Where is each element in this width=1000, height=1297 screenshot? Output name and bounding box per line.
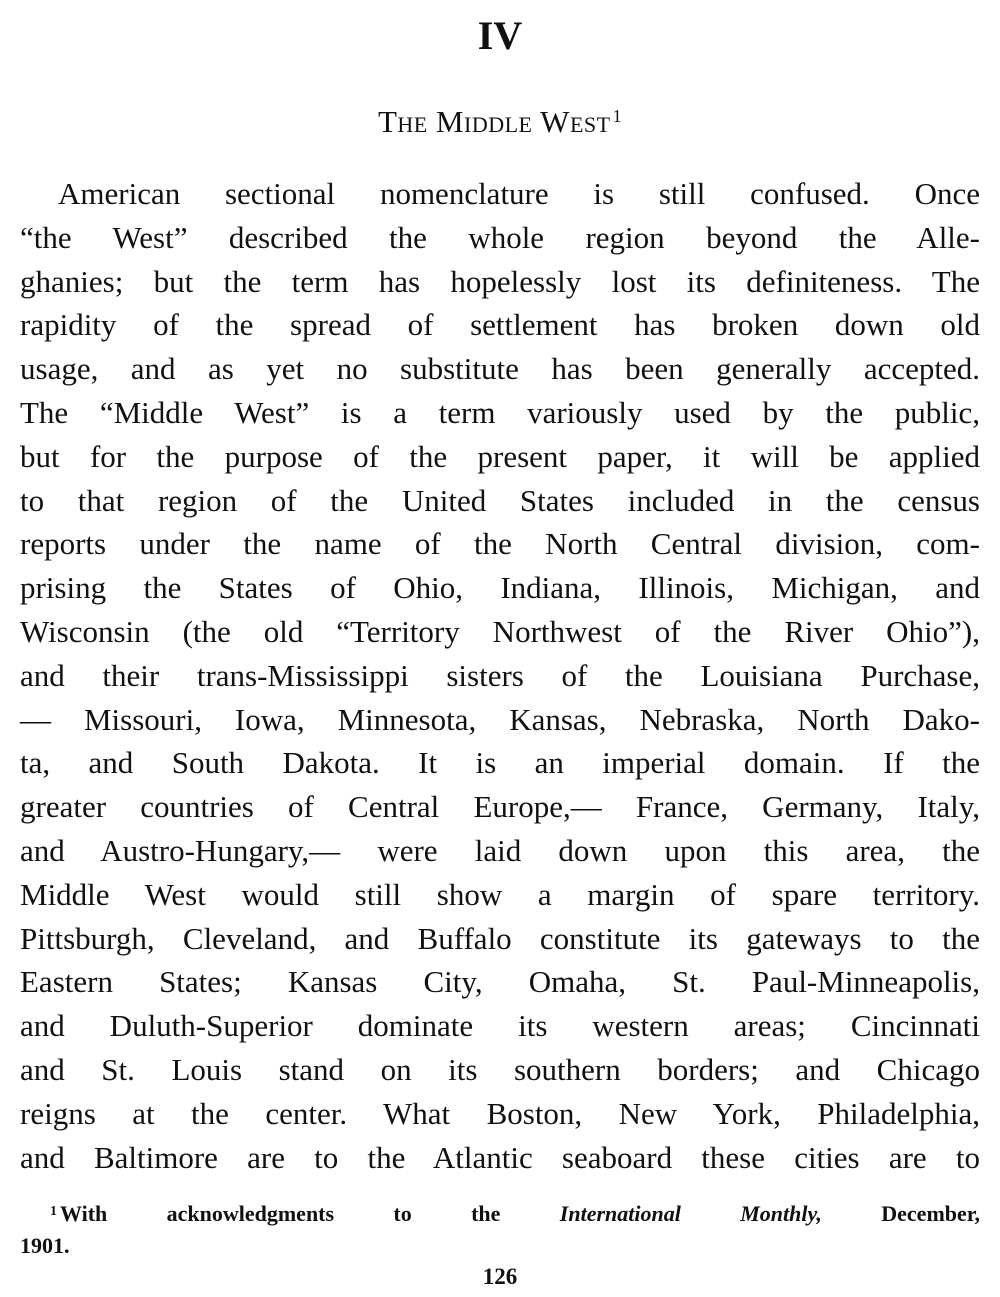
chapter-number: IV xyxy=(477,13,523,58)
text-line: reports under the name of the North Central division, com- xyxy=(20,526,980,562)
footnote-text: With acknowledgments to the xyxy=(60,1201,501,1226)
text-line: The “Middle West” is a term variously used by the public, xyxy=(20,394,980,430)
text-line: — Missouri, Iowa, Minnesota, Kansas, Nebraska, North Dako- xyxy=(20,701,980,737)
text-line: American sectional nomenclature is still confused. Once xyxy=(58,176,980,211)
footnote-reference: 1 xyxy=(612,106,623,126)
text-line: prising the States of Ohio, Indiana, Illinois, Michigan, and xyxy=(20,570,980,606)
text-line: ta, and South Dakota. It is an imperial domain. If the xyxy=(20,745,980,781)
text-line: and their trans-Mississippi sisters of the Louisiana Purchase, xyxy=(20,657,980,693)
page-number: 126 xyxy=(482,1264,518,1289)
text-line: Wisconsin (the old “Territory Northwest of the River Ohio”), xyxy=(20,613,980,649)
text-line: rapidity of the spread of settlement has broken down old xyxy=(20,307,980,343)
text-line: usage, and as yet no substitute has been generally accepted. xyxy=(20,351,980,387)
text-line: Eastern States; Kansas City, Omaha, St. Paul-Minneapolis, xyxy=(20,964,980,1000)
text-line: and Baltimore are to the Atlantic seaboard these cities are to xyxy=(20,1139,980,1175)
chapter-title: The Middle West xyxy=(377,104,611,139)
text-line: “the West” described the whole region beyond the Alle- xyxy=(20,219,980,255)
text-line: greater countries of Central Europe,— France, Germany, Italy, xyxy=(20,789,980,825)
text-line: ghanies; but the term has hopelessly lost its definiteness. The xyxy=(20,263,980,299)
footnote-date: December, xyxy=(881,1201,981,1226)
text-line: reigns at the center. What Boston, New York, Philadelphia, xyxy=(20,1095,980,1131)
footnote-year: 1901. xyxy=(20,1233,70,1258)
text-line: Middle West would still show a margin of spare territory. xyxy=(20,876,980,912)
footnote-line xyxy=(20,1196,980,1230)
chapter-title-heading xyxy=(0,96,1000,142)
text-line: but for the purpose of the present paper, it will be applied xyxy=(20,438,980,474)
text-line: Pittsburgh, Cleveland, and Buffalo constitute its gateways to the xyxy=(20,920,980,956)
text-line: and St. Louis stand on its southern borders; and Chicago xyxy=(20,1051,980,1087)
footnote-marker: 1 xyxy=(50,1204,57,1219)
text-line: to that region of the United States included in the census xyxy=(20,482,980,518)
body-paragraph xyxy=(20,172,980,1179)
footnote-journal-title: International Monthly, xyxy=(559,1201,822,1226)
footnote xyxy=(20,1196,980,1262)
text-line: and Duluth-Superior dominate its western areas; Cincinnati xyxy=(20,1008,980,1044)
text-line: and Austro-Hungary,— were laid down upon this area, the xyxy=(20,832,980,868)
